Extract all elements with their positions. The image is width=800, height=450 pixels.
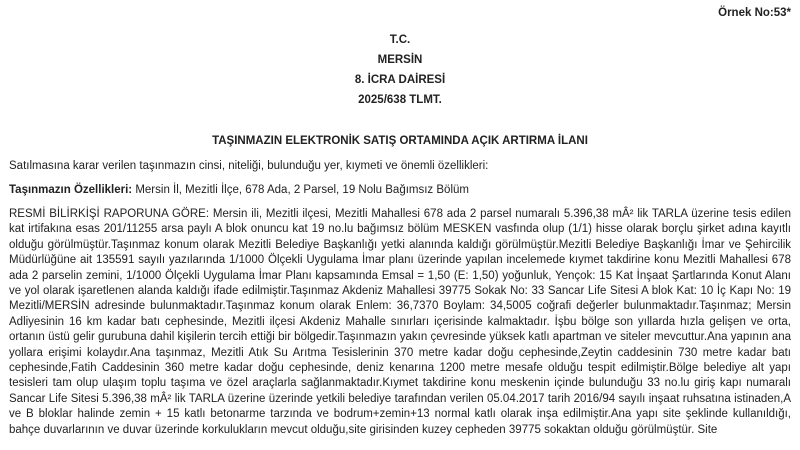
expert-report-text: RESMİ BİLİRKİŞİ RAPORUNA GÖRE: Mersin ili, Mezitli ilçesi, Mezitli Mahallesi 678 ada 2 parsel numaralı 5.396,38 mÂ² lik TARLA üzerine tesis edilen kat irtifakına esas 201/11255 arsa paylı A blok onuncu kat 19 no.lu bağımsız bölüm MESKEN vasfında olup (1/1) hisse olarak borçlu şirket adına kayıtlı olduğu görülmüştür.Taşınmaz konum olarak Mezitli Belediye Başkanlığı yetki alanında kaldığı görülmüştür.Mezitli Belediye Başkanlığı İmar ve Şehircilik Müdürlüğüne ait 135591 sayılı yazılarında 1/1000 Ölçekli Uygulama İmar planı üzerinde yapılan incelemede kıymet takdirine konu Mezitli Mahallesi 678 ada 2 parselin zemini, 1/1000 Ölçekli Uygulama İmar Planı kapsamında Emsal = 1,50 (E: 1,50) yoğunluk, Yençok: 15 Kat İnşaat Şartlarında Konut Alanı ve yol olarak işaretlenen alanda kaldığı ifade edilmiştir.Taşınmaz Akdeniz Mahallesi 39775 Sokak No: 33 Sancar Life Sitesi A blok Kat: 10 İç Kapı No: 19 Mezitli/MERSİN adresinde bulunmaktadır.Taşınmaz konum olarak Enlem: 36,7370 Boylam: 34,5005 coğrafi değerler bulunmaktadır.Taşınmaz; Mersin Adliyesinin 16 km kadar batı cephesinde, Mezitli ilçesi Akdeniz Mahalle sınırları içerisinde kalmaktadır. İşbu bölge son yıllarda hızla gelişen ve orta, ortanın üstü gelir gurubuna dahil kişilerin tercih ettiği bir bölgedir.Taşınmazın yakın çevresinde yüksek katlı apartman ve siteler mevcuttur.Ana yapının ana yollara erişimi kolaydır.Ana taşınmaz, Mezitli Atık Su Arıtma Tesislerinin 370 metre kadar doğu cephesinde,Zeytin caddesinin 730 metre kadar batı cephesinde,Fatih Caddesinin 360 metre kadar doğu cephesinde, deniz kenarına 1200 metre mesafe olduğu tespit edilmiştir.Bölge belediye alt yapı tesisleri tam olup ulaşım toplu taşıma ve özel araçlarla sağlanmaktadır.Kıymet takdirine konu meskenin içinde bulunduğu 33 no.lu giriş kapı numaralı Sancar Life Sitesi 5.396,38 mÂ² lik TARLA üzerine üzerinde yetkili belediye tarafından verilen 05.04.2017 tarih 2016/94 sayılı inşaat ruhsatına istinaden,A ve B bloklar halinde zemin + 15 katlı betonarme tarzında ve bodrum+zemin+13 normal katlı olarak inşa edilmiştir.Ana yapı site şeklinde kullanıldığı, bahçe duvarlarının ve duvar üzerinde korkulukların mevcut olduğu,site girisinden kuzey cepheden 39775 sokaktan olduğu görülmüştür. Site	[9, 208, 791, 436]
header-office: 8. İCRA DAİRESİ	[354, 74, 446, 86]
property-value: Mersin İl, Mezitli İlçe, 678 Ada, 2 Parsel, 19 Nolu Bağımsız Bölüm	[132, 184, 469, 196]
intro-text: Satılmasına karar verilen taşınmazın cinsi, niteliği, bulunduğu yer, kıymeti ve önemli özellikleri:	[9, 160, 489, 172]
header-file-number: 2025/638 TLMT.	[358, 94, 442, 106]
property-label: Taşınmazın Özellikleri:	[9, 184, 133, 196]
header-city: MERSİN	[377, 54, 423, 66]
form-number: Örnek No:53*	[718, 7, 791, 19]
property-details	[9, 184, 469, 196]
header-country: T.C.	[389, 34, 411, 46]
document-title: TAŞINMAZIN ELEKTRONİK SATIŞ ORTAMINDA AÇIK ARTIRMA İLANI	[212, 135, 588, 147]
document-header	[0, 30, 800, 110]
